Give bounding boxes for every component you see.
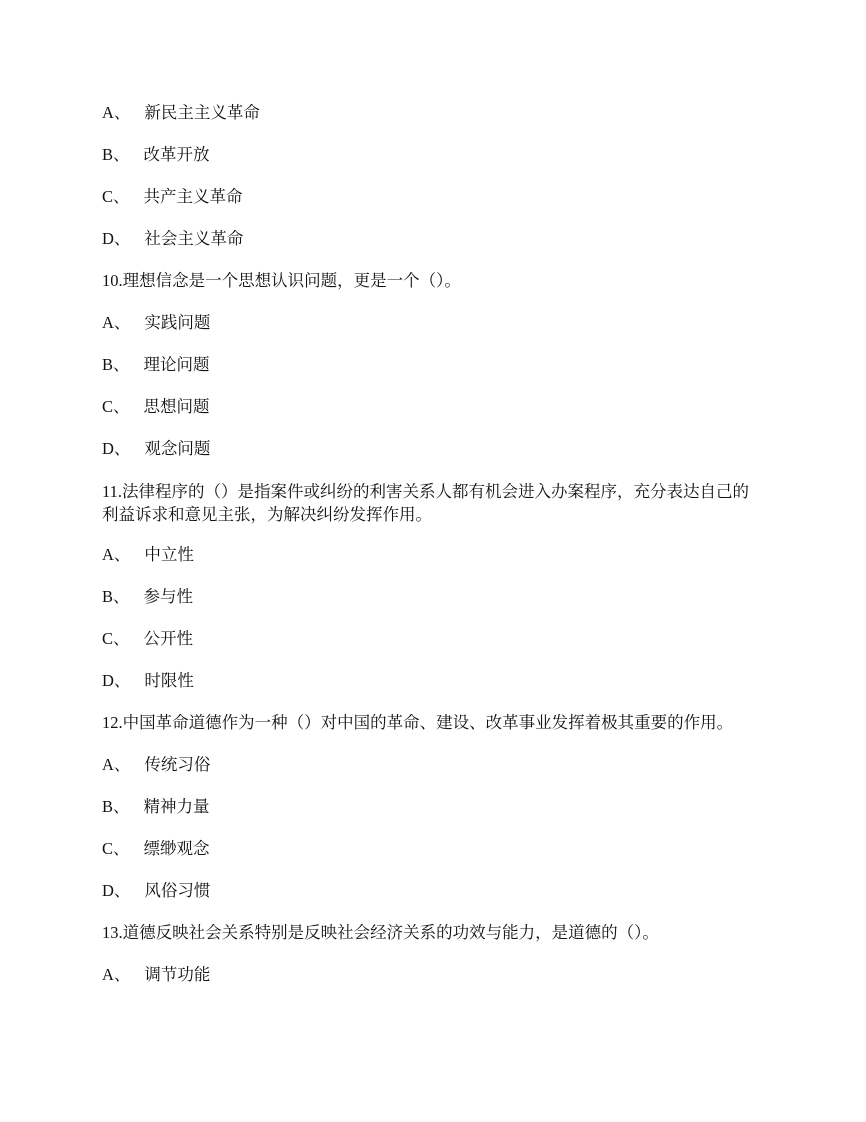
option-12d [102,880,762,901]
option-letter: A、 [102,755,131,774]
option-text: 思想问题 [143,397,210,416]
option-text: 调节功能 [144,965,211,984]
option-letter: C、 [102,629,130,648]
option-13a [102,964,762,985]
option-text: 参与性 [143,587,194,606]
option-letter: A、 [102,965,131,984]
option-12a [102,754,762,775]
option-letter: B、 [102,145,130,164]
option-letter: D、 [102,439,131,458]
option-letter: A、 [102,313,131,332]
option-letter: B、 [102,355,130,374]
option-text: 中立性 [144,545,194,564]
option-10a [102,312,762,333]
question-12 [102,712,762,733]
option-text: 理论问题 [143,355,210,374]
option-text: 新民主主义革命 [144,103,260,122]
option-10d [102,438,762,459]
question-number: 10. [102,271,123,290]
question-text: 道德反映社会关系特别是反映社会经济关系的功效与能力，是道德的（）。 [122,923,659,942]
option-letter: D、 [102,881,131,900]
option-letter: C、 [102,839,130,858]
question-13 [102,922,762,943]
question-text: 法律程序的（）是指案件或纠纷的利害关系人都有机会进入办案程序，充分表达自己的利益诉求和意见主张，为解决纠纷发挥作用。 [102,482,750,524]
option-text: 传统习俗 [144,755,211,774]
option-9a [102,102,762,123]
question-text: 理想信念是一个思想认识问题，更是一个（）。 [122,271,461,290]
option-letter: A、 [102,103,131,122]
option-letter: D、 [102,671,131,690]
option-12b [102,796,762,817]
option-text: 改革开放 [143,145,210,164]
option-text: 观念问题 [144,439,211,458]
question-number: 12. [102,713,123,732]
question-number: 13. [102,923,123,942]
question-number: 11. [102,482,123,501]
option-11d [102,670,762,691]
option-11a [102,544,762,565]
option-text: 精神力量 [143,797,210,816]
option-9d [102,228,762,249]
option-text: 时限性 [144,671,194,690]
option-9c [102,186,762,207]
option-text: 实践问题 [144,313,211,332]
option-text: 风俗习惯 [144,881,211,900]
option-letter: B、 [102,587,130,606]
option-10b [102,354,762,375]
option-text: 缥缈观念 [143,839,210,858]
question-10 [102,270,762,291]
option-text: 社会主义革命 [144,229,244,248]
question-text: 中国革命道德作为一种（）对中国的革命、建设、改革事业发挥着极其重要的作用。 [122,713,734,732]
option-11c [102,628,762,649]
option-letter: B、 [102,797,130,816]
question-11 [102,480,762,526]
option-12c [102,838,762,859]
option-text: 公开性 [143,629,194,648]
option-letter: A、 [102,545,131,564]
option-9b [102,144,762,165]
option-10c [102,396,762,417]
option-letter: C、 [102,397,130,416]
option-letter: C、 [102,187,130,206]
option-text: 共产主义革命 [143,187,243,206]
option-11b [102,586,762,607]
option-letter: D、 [102,229,131,248]
